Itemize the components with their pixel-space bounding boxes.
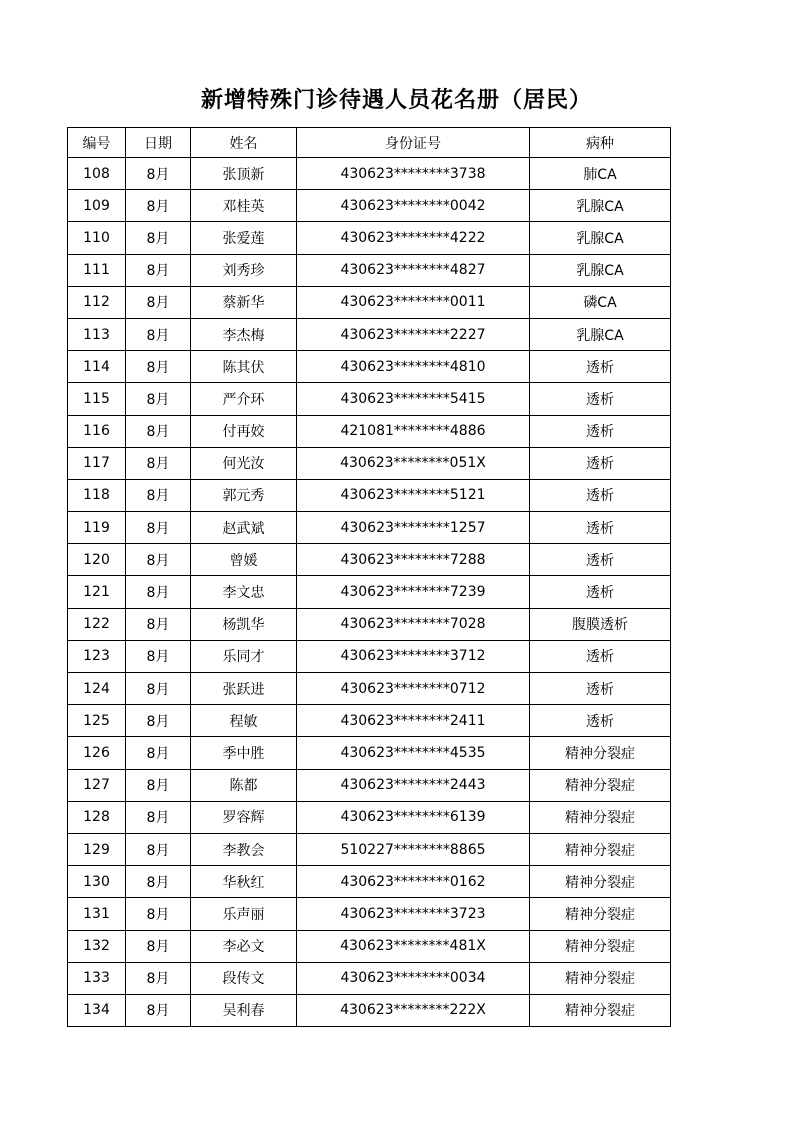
cell-id: 131	[68, 898, 126, 930]
table-row	[68, 383, 671, 415]
table-row	[68, 479, 671, 511]
header-row	[68, 128, 671, 158]
cell-name: 何光汝	[191, 447, 297, 479]
cell-id-number: 430623********222X	[297, 994, 530, 1026]
cell-id-number: 430623********7288	[297, 544, 530, 576]
cell-name: 付再姣	[191, 415, 297, 447]
table-row	[68, 898, 671, 930]
cell-date: 8月	[126, 898, 191, 930]
cell-disease: 透析	[530, 512, 671, 544]
cell-name: 乐声丽	[191, 898, 297, 930]
cell-id: 127	[68, 769, 126, 801]
cell-date: 8月	[126, 190, 191, 222]
cell-disease: 精神分裂症	[530, 737, 671, 769]
cell-id: 125	[68, 705, 126, 737]
cell-id: 130	[68, 866, 126, 898]
cell-disease: 透析	[530, 576, 671, 608]
header-date: 日期	[126, 128, 191, 158]
cell-id-number: 430623********2227	[297, 318, 530, 350]
table-row	[68, 351, 671, 383]
cell-id: 119	[68, 512, 126, 544]
cell-name: 程敏	[191, 705, 297, 737]
cell-disease: 精神分裂症	[530, 801, 671, 833]
cell-name: 陈其伏	[191, 351, 297, 383]
cell-id: 110	[68, 222, 126, 254]
cell-disease: 透析	[530, 447, 671, 479]
cell-id-number: 430623********5121	[297, 479, 530, 511]
cell-date: 8月	[126, 351, 191, 383]
cell-id-number: 430623********4222	[297, 222, 530, 254]
cell-id: 115	[68, 383, 126, 415]
table-row	[68, 158, 671, 190]
cell-disease: 透析	[530, 383, 671, 415]
cell-id-number: 430623********7239	[297, 576, 530, 608]
cell-id-number: 430623********3712	[297, 640, 530, 672]
cell-date: 8月	[126, 158, 191, 190]
cell-name: 严介环	[191, 383, 297, 415]
cell-date: 8月	[126, 833, 191, 865]
cell-disease: 精神分裂症	[530, 994, 671, 1026]
cell-id-number: 430623********3738	[297, 158, 530, 190]
cell-id: 116	[68, 415, 126, 447]
cell-disease: 透析	[530, 351, 671, 383]
cell-name: 张爱莲	[191, 222, 297, 254]
cell-id-number: 430623********0712	[297, 673, 530, 705]
cell-name: 蔡新华	[191, 286, 297, 318]
cell-id-number: 430623********481X	[297, 930, 530, 962]
cell-name: 乐同才	[191, 640, 297, 672]
cell-disease: 乳腺CA	[530, 190, 671, 222]
cell-id-number: 430623********7028	[297, 608, 530, 640]
cell-disease: 乳腺CA	[530, 254, 671, 286]
cell-date: 8月	[126, 769, 191, 801]
cell-date: 8月	[126, 479, 191, 511]
cell-id: 126	[68, 737, 126, 769]
cell-id: 113	[68, 318, 126, 350]
cell-id: 134	[68, 994, 126, 1026]
cell-id: 120	[68, 544, 126, 576]
cell-disease: 透析	[530, 544, 671, 576]
cell-id: 133	[68, 962, 126, 994]
cell-name: 陈都	[191, 769, 297, 801]
cell-id: 129	[68, 833, 126, 865]
cell-name: 郭元秀	[191, 479, 297, 511]
cell-disease: 肺CA	[530, 158, 671, 190]
cell-date: 8月	[126, 415, 191, 447]
table-row	[68, 190, 671, 222]
cell-date: 8月	[126, 447, 191, 479]
cell-id: 124	[68, 673, 126, 705]
cell-id-number: 430623********0162	[297, 866, 530, 898]
cell-disease: 磷CA	[530, 286, 671, 318]
cell-id: 111	[68, 254, 126, 286]
cell-id-number: 430623********0042	[297, 190, 530, 222]
table-row	[68, 994, 671, 1026]
cell-disease: 精神分裂症	[530, 930, 671, 962]
table-row	[68, 222, 671, 254]
cell-date: 8月	[126, 866, 191, 898]
cell-name: 段传文	[191, 962, 297, 994]
cell-date: 8月	[126, 222, 191, 254]
cell-name: 华秋红	[191, 866, 297, 898]
cell-id-number: 430623********5415	[297, 383, 530, 415]
cell-name: 刘秀珍	[191, 254, 297, 286]
cell-id: 123	[68, 640, 126, 672]
cell-name: 吴利春	[191, 994, 297, 1026]
header-name: 姓名	[191, 128, 297, 158]
cell-name: 曾媛	[191, 544, 297, 576]
table-row	[68, 673, 671, 705]
cell-disease: 精神分裂症	[530, 898, 671, 930]
cell-id-number: 510227********8865	[297, 833, 530, 865]
cell-id-number: 430623********4827	[297, 254, 530, 286]
cell-id: 108	[68, 158, 126, 190]
cell-date: 8月	[126, 254, 191, 286]
page-title: 新增特殊门诊待遇人员花名册（居民）	[200, 87, 592, 113]
table-row	[68, 415, 671, 447]
cell-id: 132	[68, 930, 126, 962]
cell-date: 8月	[126, 608, 191, 640]
cell-id-number: 430623********2411	[297, 705, 530, 737]
cell-date: 8月	[126, 801, 191, 833]
cell-date: 8月	[126, 737, 191, 769]
table-row	[68, 254, 671, 286]
table-row	[68, 512, 671, 544]
table-row	[68, 737, 671, 769]
cell-disease: 透析	[530, 479, 671, 511]
cell-id-number: 430623********0011	[297, 286, 530, 318]
cell-disease: 透析	[530, 415, 671, 447]
cell-date: 8月	[126, 318, 191, 350]
cell-id-number: 430623********3723	[297, 898, 530, 930]
cell-disease: 腹膜透析	[530, 608, 671, 640]
cell-date: 8月	[126, 286, 191, 318]
cell-date: 8月	[126, 705, 191, 737]
cell-name: 李必文	[191, 930, 297, 962]
cell-disease: 乳腺CA	[530, 318, 671, 350]
roster-table	[67, 127, 671, 1027]
table-row	[68, 866, 671, 898]
cell-date: 8月	[126, 640, 191, 672]
cell-date: 8月	[126, 544, 191, 576]
cell-name: 赵武斌	[191, 512, 297, 544]
cell-name: 季中胜	[191, 737, 297, 769]
cell-id: 128	[68, 801, 126, 833]
cell-id: 114	[68, 351, 126, 383]
table-row	[68, 608, 671, 640]
cell-id: 118	[68, 479, 126, 511]
cell-disease: 精神分裂症	[530, 962, 671, 994]
table-row	[68, 447, 671, 479]
header-disease: 病种	[530, 128, 671, 158]
cell-name: 张顶新	[191, 158, 297, 190]
cell-disease: 乳腺CA	[530, 222, 671, 254]
cell-disease: 精神分裂症	[530, 866, 671, 898]
table-row	[68, 769, 671, 801]
cell-name: 邓桂英	[191, 190, 297, 222]
table-row	[68, 801, 671, 833]
cell-name: 罗容辉	[191, 801, 297, 833]
cell-name: 李文忠	[191, 576, 297, 608]
cell-id-number: 430623********6139	[297, 801, 530, 833]
cell-id: 112	[68, 286, 126, 318]
cell-disease: 透析	[530, 640, 671, 672]
cell-id-number: 430623********0034	[297, 962, 530, 994]
cell-id-number: 430623********051X	[297, 447, 530, 479]
table-row	[68, 318, 671, 350]
cell-date: 8月	[126, 512, 191, 544]
cell-id-number: 430623********2443	[297, 769, 530, 801]
table-row	[68, 962, 671, 994]
cell-id: 117	[68, 447, 126, 479]
cell-name: 李教会	[191, 833, 297, 865]
cell-date: 8月	[126, 930, 191, 962]
cell-id: 121	[68, 576, 126, 608]
cell-id-number: 421081********4886	[297, 415, 530, 447]
table-row	[68, 640, 671, 672]
cell-disease: 精神分裂症	[530, 833, 671, 865]
table-row	[68, 544, 671, 576]
cell-id: 109	[68, 190, 126, 222]
table-row	[68, 576, 671, 608]
header-id-number: 身份证号	[297, 128, 530, 158]
cell-date: 8月	[126, 576, 191, 608]
table-row	[68, 930, 671, 962]
cell-disease: 透析	[530, 705, 671, 737]
cell-date: 8月	[126, 673, 191, 705]
roster-body	[68, 158, 671, 1027]
table-row	[68, 705, 671, 737]
cell-id-number: 430623********4535	[297, 737, 530, 769]
header-id: 编号	[68, 128, 126, 158]
cell-id-number: 430623********4810	[297, 351, 530, 383]
cell-date: 8月	[126, 383, 191, 415]
cell-name: 李杰梅	[191, 318, 297, 350]
table-row	[68, 833, 671, 865]
cell-disease: 透析	[530, 673, 671, 705]
cell-date: 8月	[126, 994, 191, 1026]
cell-name: 杨凯华	[191, 608, 297, 640]
table-row	[68, 286, 671, 318]
cell-id-number: 430623********1257	[297, 512, 530, 544]
cell-name: 张跃进	[191, 673, 297, 705]
cell-date: 8月	[126, 962, 191, 994]
cell-disease: 精神分裂症	[530, 769, 671, 801]
cell-id: 122	[68, 608, 126, 640]
